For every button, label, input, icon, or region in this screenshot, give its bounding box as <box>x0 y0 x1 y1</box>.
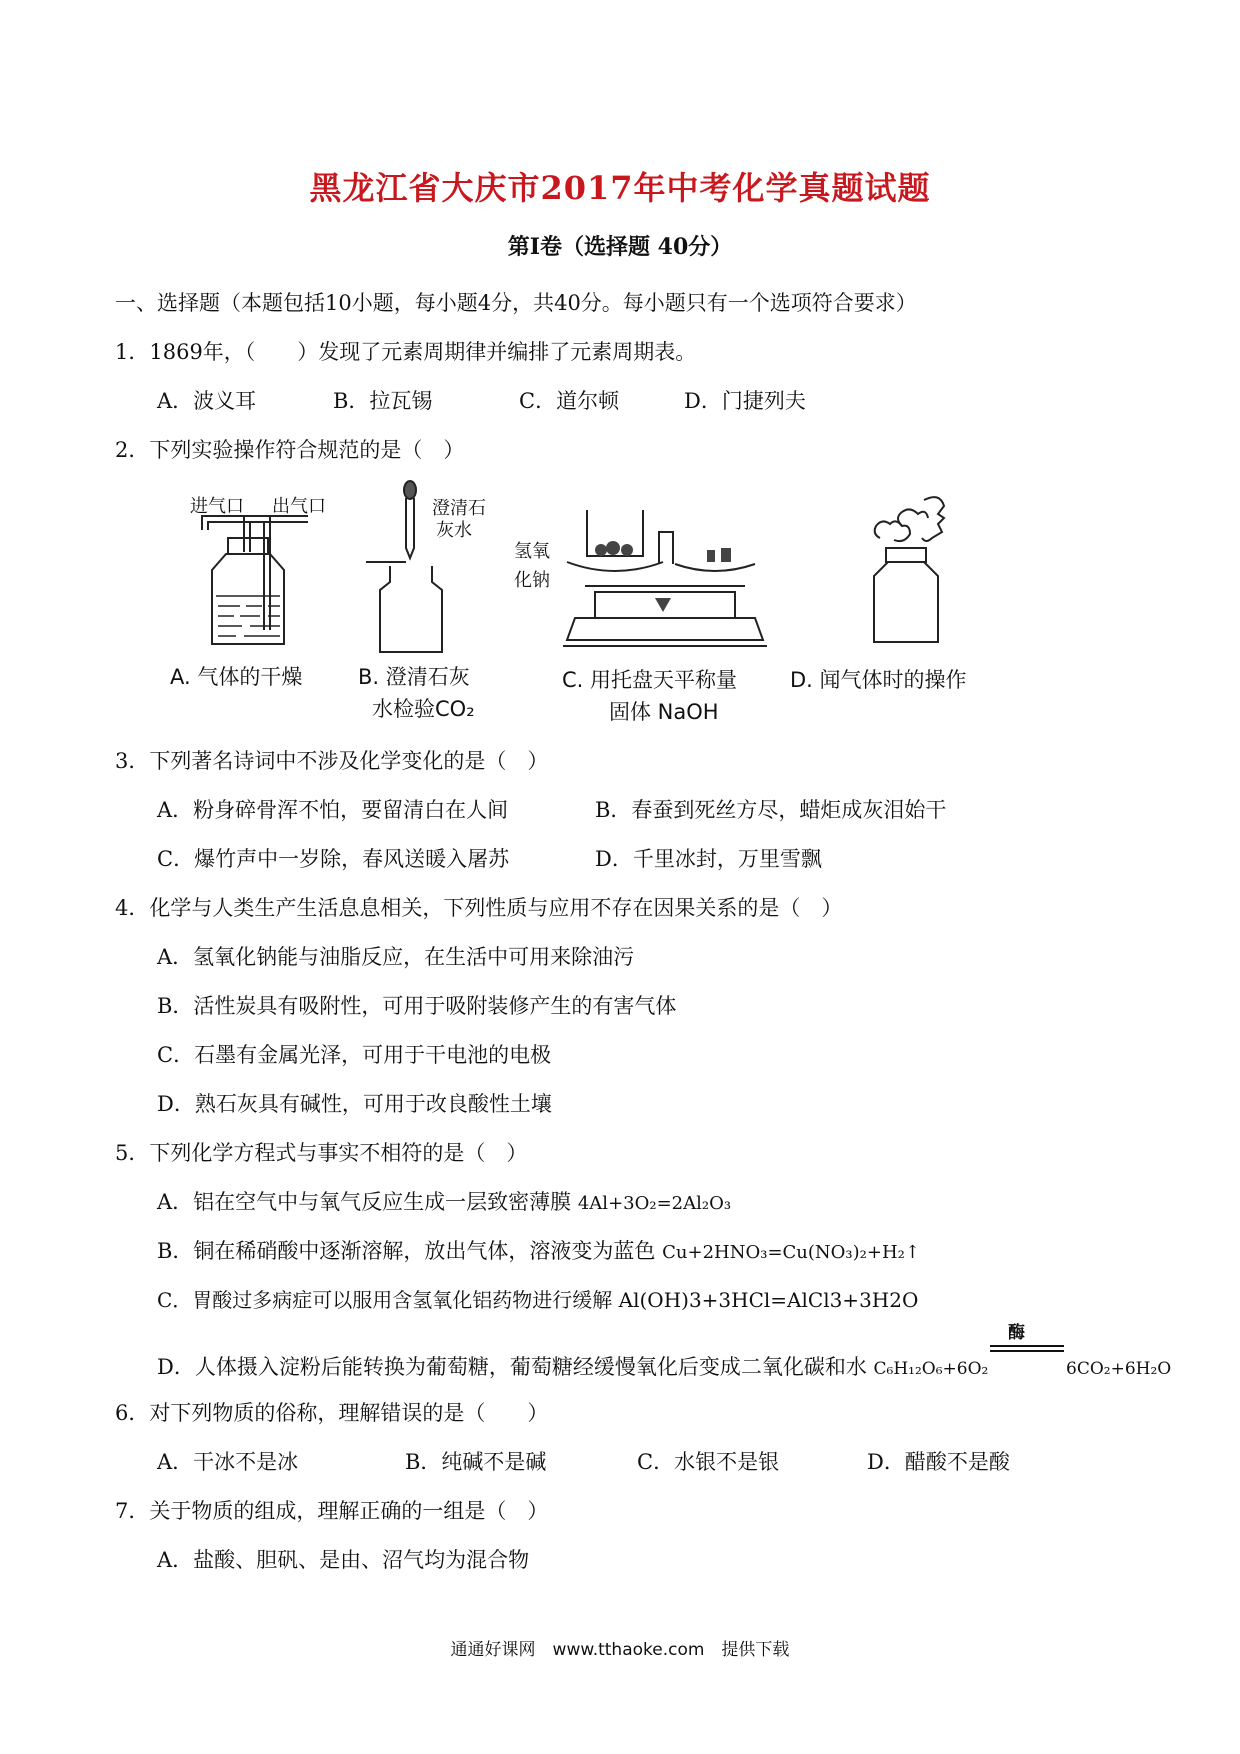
question-5-option-b-text: B．铜在稀硝酸中逐渐溶解，放出气体，溶液变为蓝色 <box>157 1239 656 1263</box>
smelling-gas-figure <box>852 492 952 652</box>
question-4-stem: 4．化学与人类生产生活息息相关，下列性质与应用不存在因果关系的是（ ） <box>115 896 843 920</box>
question-3-option-c: C．爆竹声中一岁除，春风送暖入屠苏 <box>157 847 510 871</box>
question-2-stem: 2．下列实验操作符合规范的是（ ） <box>115 438 465 462</box>
fig-b-label-line1: 澄清石 <box>432 498 486 519</box>
question-4-option-d: D．熟石灰具有碱性，可用于改良酸性土壤 <box>157 1092 552 1116</box>
question-3-option-a: A．粉身碎骨浑不怕，要留清白在人间 <box>157 798 509 822</box>
question-4-option-a: A．氢氧化钠能与油脂反应，在生活中可用来除油污 <box>157 945 635 969</box>
question-3-option-d: D．千里冰封，万里雪飘 <box>595 847 822 871</box>
question-6-option-c: C．水银不是银 <box>637 1450 780 1474</box>
gas-drying-bottle-figure <box>180 512 330 652</box>
question-5-option-c: C．胃酸过多病症可以服用含氢氧化铝药物进行缓解 Al(OH)3+3HCl=AlCl3+3H2O <box>157 1288 919 1312</box>
question-7-option-a: A．盐酸、胆矾、是由、沼气均为混合物 <box>157 1548 530 1572</box>
page-footer: 通通好课网 www.tthaoke.com 提供下载 <box>450 1640 790 1660</box>
question-5-option-d-equation-left: C₆H₁₂O₆+6O₂ <box>873 1359 989 1379</box>
section-subtitle: 第Ⅰ卷（选择题 40分） <box>507 234 733 260</box>
fig-c-caption-line2: 固体 NaOH <box>609 700 719 724</box>
fig-d-caption: D. 闻气体时的操作 <box>790 668 967 692</box>
question-5-option-b-equation: Cu+2HNO₃=Cu(NO₃)₂+H₂↑ <box>662 1242 920 1263</box>
question-4-option-c: C．石墨有金属光泽，可用于干电池的电极 <box>157 1043 552 1067</box>
page-title: 黑龙江省大庆市2017年中考化学真题试题 <box>309 169 931 207</box>
question-1-option-d: D．门捷列夫 <box>684 389 806 413</box>
question-5-option-a <box>157 1187 731 1219</box>
question-4-option-b: B．活性炭具有吸附性，可用于吸附装修产生的有害气体 <box>157 994 677 1018</box>
question-6-option-b: B．纯碱不是碱 <box>405 1450 547 1474</box>
question-5-option-a-text: A．铝在空气中与氧气反应生成一层致密薄膜 <box>157 1190 572 1214</box>
question-3-option-b: B．春蚕到死丝方尽，蜡炬成灰泪始干 <box>595 798 947 822</box>
fig-b-label-line2: 灰水 <box>436 520 472 541</box>
fig-b-caption-line1: B. 澄清石灰 <box>358 665 470 689</box>
fig-b-caption-line2: 水检验CO₂ <box>372 697 475 721</box>
question-1-option-a: A．波义耳 <box>157 389 257 413</box>
question-5-option-d-equation-right: 6CO₂+6H₂O <box>1066 1359 1172 1379</box>
question-3-stem: 3．下列著名诗词中不涉及化学变化的是（ ） <box>115 749 549 773</box>
fig-a-caption: A. 气体的干燥 <box>170 665 303 689</box>
question-6-option-a: A．干冰不是冰 <box>157 1450 299 1474</box>
question-6-option-d: D．醋酸不是酸 <box>867 1450 1010 1474</box>
enzyme-label: 酶 <box>1008 1323 1025 1343</box>
enzyme-condition-arrow <box>990 1318 1064 1362</box>
fig-c-caption-line1: C. 用托盘天平称量 <box>562 668 738 692</box>
question-6-stem: 6．对下列物质的俗称，理解错误的是（ ） <box>115 1401 549 1425</box>
question-5-option-d-text: D．人体摄入淀粉后能转换为葡萄糖，葡萄糖经缓慢氧化后变成二氧化碳和水 <box>157 1355 867 1379</box>
question-7-stem: 7．关于物质的组成，理解正确的一组是（ ） <box>115 1499 549 1523</box>
question-5-option-d <box>157 1352 988 1384</box>
limewater-dropper-figure <box>360 478 450 658</box>
question-5-stem: 5．下列化学方程式与事实不相符的是（ ） <box>115 1141 528 1165</box>
fig-c-label-line2: 化钠 <box>514 570 550 591</box>
fig-a-inlet-label: 进气口 <box>190 496 244 517</box>
balance-scale-figure <box>555 506 770 656</box>
fig-c-label-line1: 氢氧 <box>514 541 550 562</box>
fig-a-outlet-label: 出气口 <box>272 496 326 517</box>
question-1-stem: 1．1869年，（ ）发现了元素周期律并编排了元素周期表。 <box>115 340 697 364</box>
question-1-option-c: C．道尔顿 <box>519 389 620 413</box>
question-5-option-b <box>157 1236 920 1268</box>
question-5-option-a-equation: 4Al+3O₂=2Al₂O₃ <box>577 1193 732 1214</box>
section-instructions: 一、选择题（本题包括10小题，每小题4分，共40分。每小题只有一个选项符合要求） <box>115 291 917 315</box>
question-1-option-b: B．拉瓦锡 <box>333 389 433 413</box>
